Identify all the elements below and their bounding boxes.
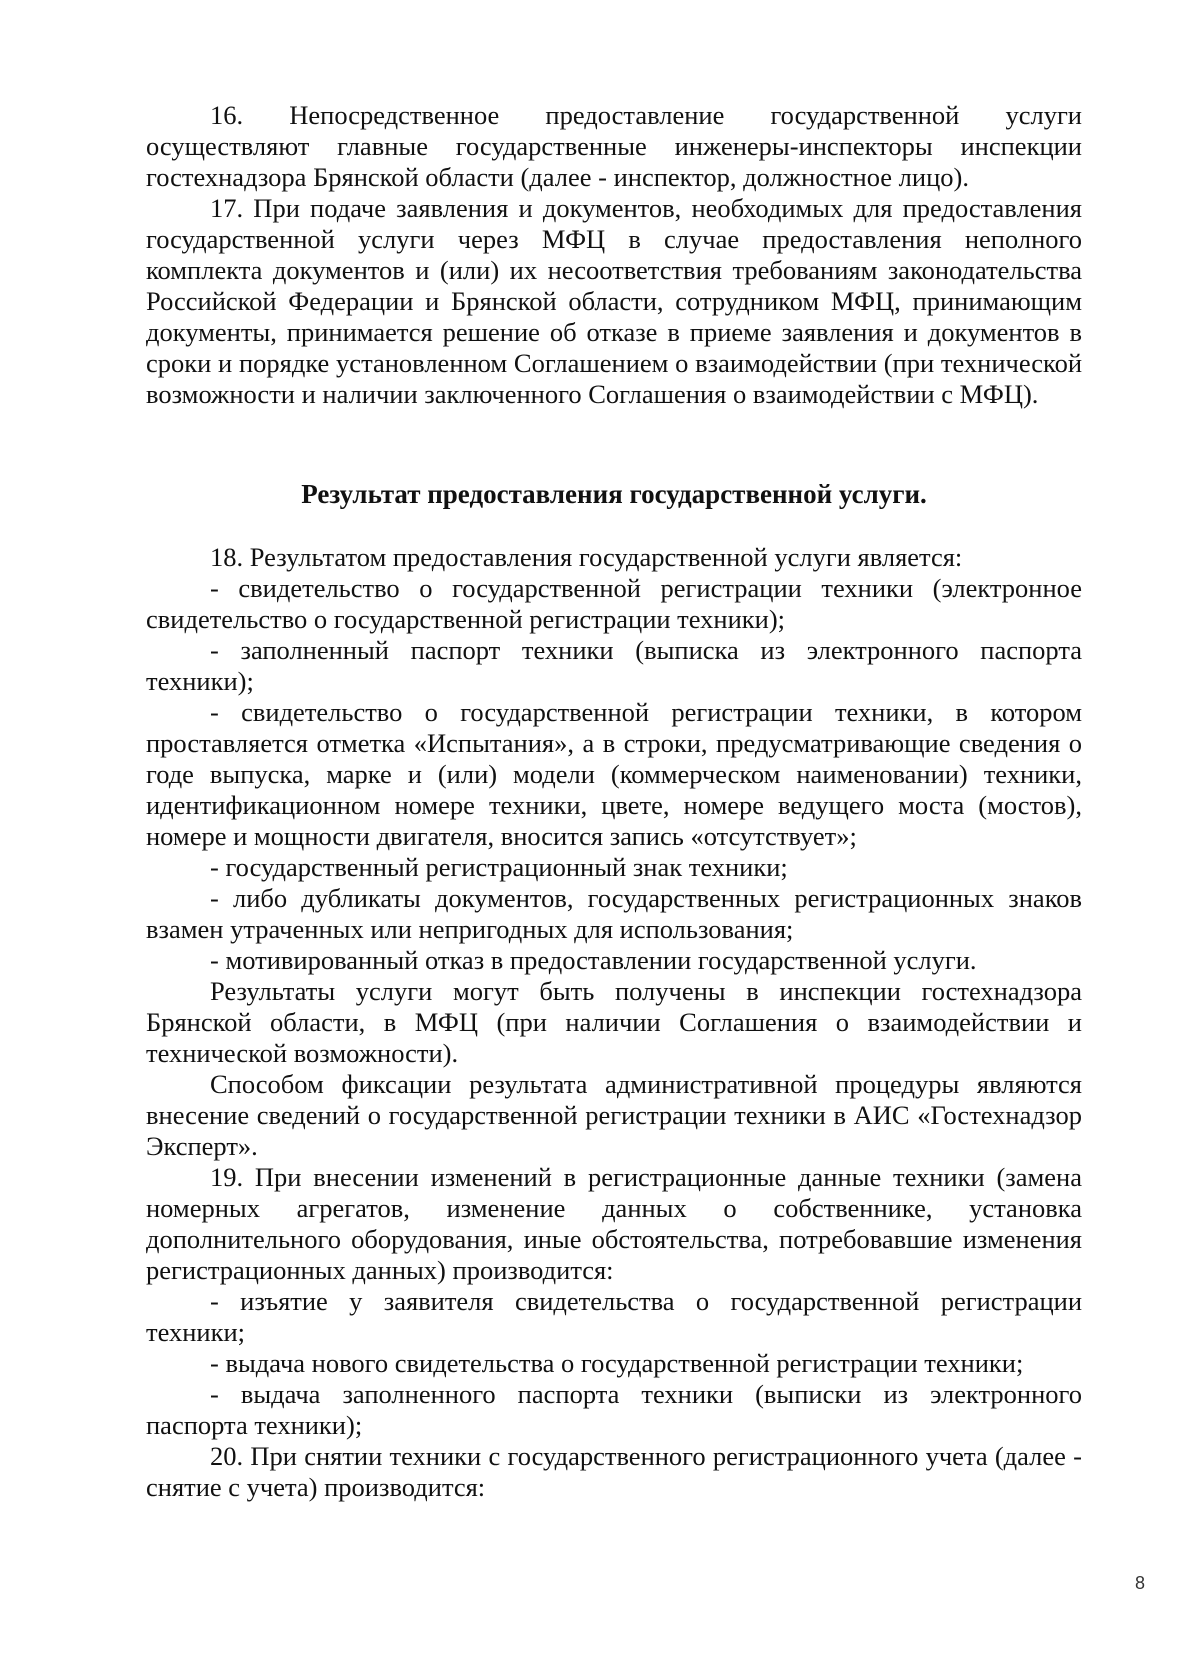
list-item-withdrawal: - изъятие у заявителя свидетельства о государственной регистрации техники; <box>146 1286 1082 1347</box>
list-item-new-certificate: - выдача нового свидетельства о государственной регистрации техники; <box>210 1348 1024 1378</box>
list-item-registration-plate: - государственный регистрационный знак техники; <box>210 852 788 882</box>
bottom-text-section <box>146 542 1082 1503</box>
list-item-duplicates: - либо дубликаты документов, государственных регистрационных знаков взамен утраченных или непригодных для использования; <box>146 883 1082 944</box>
paragraph-recording-method: Способом фиксации результата административной процедуры являются внесение сведений о государственной регистрации техники в АИС «Гостехнадзор Эксперт». <box>146 1069 1082 1161</box>
list-item-passport: - заполненный паспорт техники (выписка из электронного паспорта техники); <box>146 635 1082 696</box>
paragraph-18: 18. Результатом предоставления государственной услуги является: <box>210 542 963 572</box>
list-item-certificate-testing: - свидетельство о государственной регистрации техники, в котором проставляется отметка «Испытания», а в строки, предусматривающие сведения о годе выпуска, марке и (или) модели (коммерческом наименовании) техники, идентификационном номере техники, цвете, номере ведущего моста (мостов), номере и мощности двигателя, вносится запись «отсутствует»; <box>146 697 1082 851</box>
paragraph-17: 17. При подаче заявления и документов, необходимых для предоставления государственной услуги через МФЦ в случае предоставления неполного комплекта документов и (или) их несоответствия требованиям законодательства Российской Федерации и Брянской области, сотрудником МФЦ, принимающим документы, принимается решение об отказе в приеме заявления и документов в сроки и порядке установленном Соглашением о взаимодействии (при технической возможности и наличии заключенного Соглашения о взаимодействии с МФЦ). <box>146 193 1082 409</box>
list-item-certificate: - свидетельство о государственной регистрации техники (электронное свидетельство о государственной регистрации техники); <box>146 573 1082 634</box>
paragraph-20: 20. При снятии техники с государственного регистрационного учета (далее - снятие с учета) производится: <box>146 1441 1082 1502</box>
paragraph-19: 19. При внесении изменений в регистрационные данные техники (замена номерных агрегатов, изменение данных о собственнике, установка дополнительного оборудования, иные обстоятельства, потребовавшие изменения регистрационных данных) производится: <box>146 1162 1082 1285</box>
section-heading: Результат предоставления государственной услуги. <box>301 479 927 509</box>
list-item-refusal: - мотивированный отказ в предоставлении государственной услуги. <box>210 945 977 975</box>
page-number: 8 <box>1134 1573 1145 1593</box>
paragraph-16: 16. Непосредственное предоставление государственной услуги осуществляют главные государственные инженеры-инспекторы инспекции гостехнадзора Брянской области (далее - инспектор, должностное лицо). <box>146 100 1082 192</box>
top-text-section <box>146 100 1082 410</box>
paragraph-results-obtained: Результаты услуги могут быть получены в инспекции гостехнадзора Брянской области, в МФЦ (при наличии Соглашения о взаимодействии и технической возможности). <box>146 976 1082 1068</box>
list-item-filled-passport: - выдача заполненного паспорта техники (выписки из электронного паспорта техники); <box>146 1379 1082 1440</box>
